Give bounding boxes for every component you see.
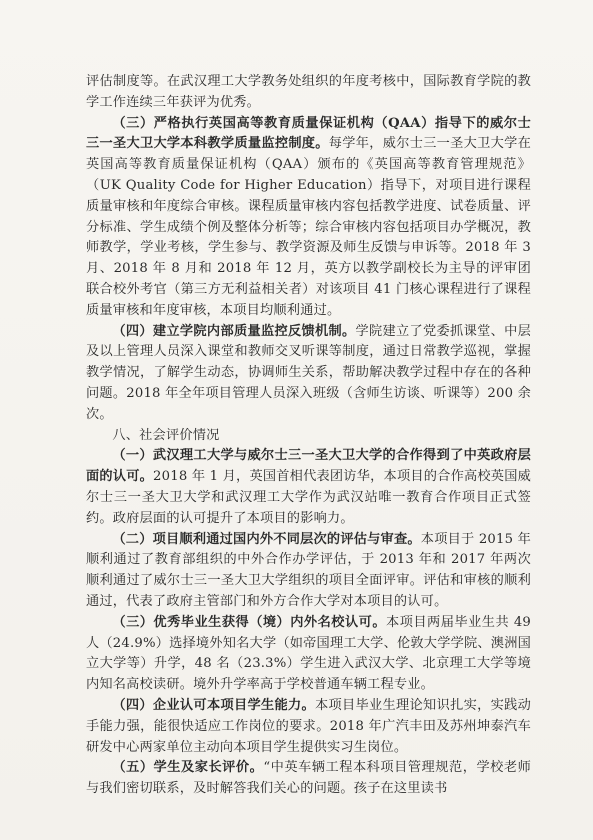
paragraph-heading: （三）严格执行英国高等教育质量保证机构（QAA）指导下的威尔士三一圣大卫大学本科教学质量监控制度。 bbox=[86, 115, 531, 152]
paragraph-heading: （三）优秀毕业生获得（境）内外名校认可。 bbox=[112, 614, 387, 630]
paragraph-eval-2 bbox=[86, 530, 531, 613]
paragraph-heading: （五）学生及家长评价。 bbox=[112, 760, 264, 776]
paragraph-section-3 bbox=[86, 114, 531, 322]
paragraph-eval-4 bbox=[86, 696, 531, 758]
paragraph-eval-1 bbox=[86, 446, 531, 529]
paragraph-text: 每学年，威尔士三一圣大卫大学在英国高等教育质量保证机构（QAA）颁布的《英国高等教育管理规范》（UK Quality Code for Higher Education）指导下，对项目进行课程质量审核和年度综合审核。课程质量审核内容包括教学进度、试卷质量、评分标准、学生成绩个例及整体分析等；综合审核内容包括项目办学概况，教师教学，学业考核，学生参与、教学资源及师生反馈与申诉等。2018 年 3 月、2018 年 8 月和 2018 年 12 月，英方以教学副校长为主导的评审团联合校外考官（第三方无利益相关者）对该项目 41 门核心课程进行了课程质量审核和年度审核，本项目均顺利通过。 bbox=[86, 136, 531, 318]
paragraph-text: 评估制度等。在武汉理工大学教务处组织的年度考核中，国际教育学院的教学工作连续三年获评为优秀。 bbox=[86, 74, 531, 110]
paragraph-heading: （四）建立学院内部质量监控反馈机制。 bbox=[112, 323, 356, 339]
paragraph-heading: （二）项目顺利通过国内外不同层次的评估与审查。 bbox=[112, 531, 421, 547]
paragraph-text: 2018 年 1 月，英国首相代表团访华，本项目的合作高校英国威尔士三一圣大卫大学和武汉理工大学作为武汉站唯一教育合作项目正式签约。政府层面的认可提升了本项目的影响力。 bbox=[86, 469, 531, 526]
paragraph-text: “中英车辆工程本科项目管理规范，学校老师与我们密切联系，及时解答我们关心的问题。孩子在这里读书 bbox=[86, 760, 531, 797]
paragraph-text: 学院建立了党委抓课堂、中层及以上管理人员深入课堂和教师交叉听课等制度，通过日常教学巡视，掌握教学情况，了解学生动态，协调师生关系，帮助解决教学过程中存在的各种问题。2018 年全年项目管理人员深入班级（含师生访谈、听课等）200 余次。 bbox=[86, 323, 531, 422]
paragraph-heading: （一）武汉理工大学与威尔士三一圣大卫大学的合作得到了中英政府层面的认可。 bbox=[86, 448, 531, 485]
paragraph-heading: （四）企业认可本项目学生能力。 bbox=[112, 697, 315, 713]
section-heading: 八、社会评价情况 bbox=[112, 427, 220, 443]
paragraph-text: 本项目于 2015 年顺利通过了教育部组织的中外合作办学评估，于 2013 年和 2017 年两次顺利通过了威尔士三一圣大卫大学组织的项目全面评审。评估和审核的顺利通过，代表了政府主管部门和外方合作大学对本项目的认可。 bbox=[86, 531, 531, 609]
heading-section-8 bbox=[86, 426, 531, 447]
paragraph-text: 本项目毕业生理论知识扎实，实践动手能力强，能很快适应工作岗位的要求。2018 年广汽丰田及苏州坤泰汽车研发中心两家单位主动向本项目学生提供实习生岗位。 bbox=[86, 697, 531, 755]
paragraph-text: 本项目两届毕业生共 49 人（24.9%）选择境外知名大学（如帝国理工大学、伦敦大学学院、澳洲国立大学等）升学，48 名（23.3%）学生进入武汉大学、北京理工大学等境内知名高校读研。境外升学率高于学校普通车辆工程专业。 bbox=[86, 614, 532, 693]
paragraph-eval-5 bbox=[86, 758, 531, 800]
paragraph-intro bbox=[86, 72, 531, 114]
paragraph-eval-3 bbox=[86, 613, 531, 696]
paragraph-section-4 bbox=[86, 322, 531, 426]
